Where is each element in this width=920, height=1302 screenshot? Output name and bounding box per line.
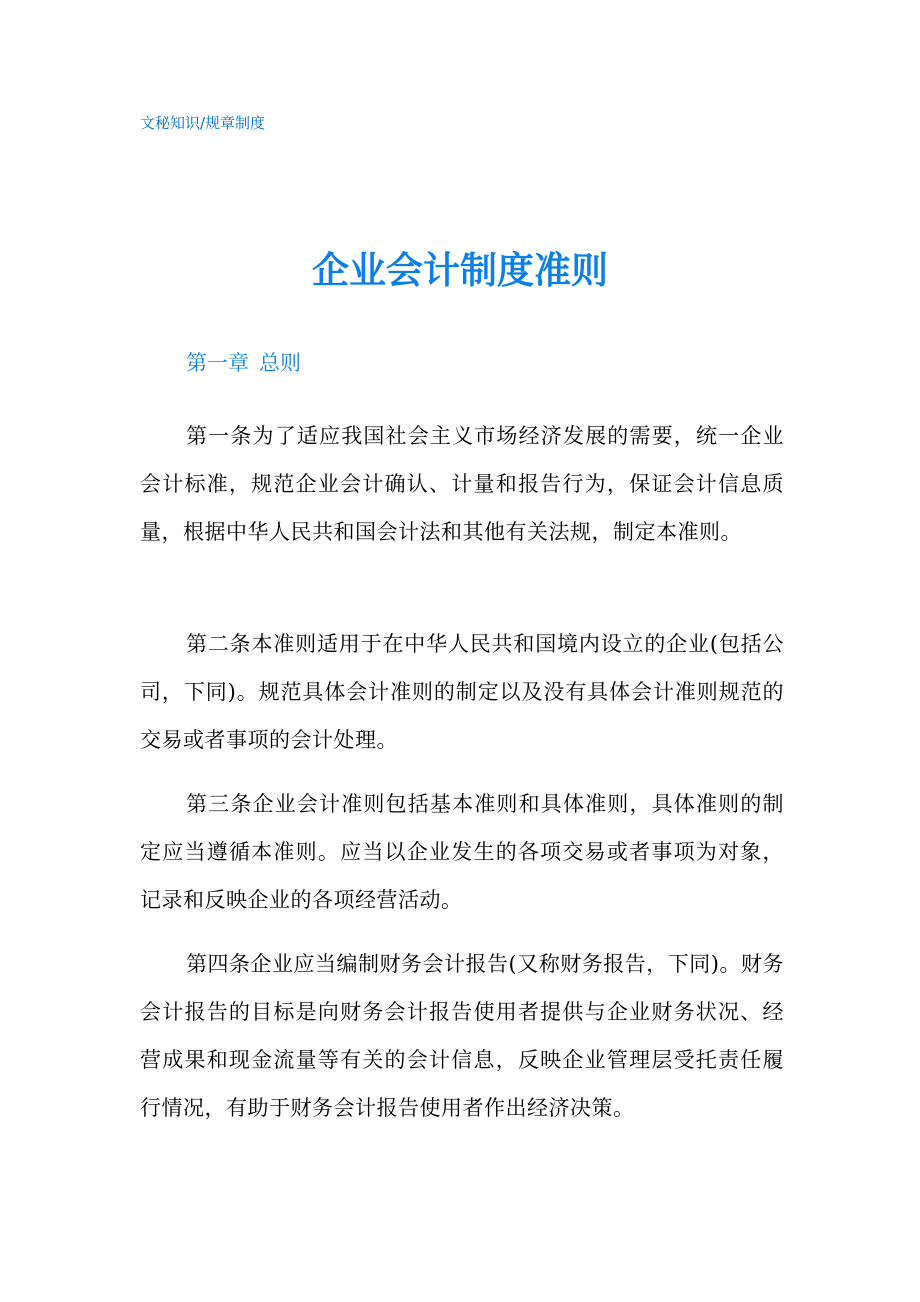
page-title: 企业会计制度准则 bbox=[312, 248, 608, 292]
chapter-heading bbox=[186, 348, 301, 378]
chapter-number: 第一章 bbox=[186, 351, 249, 375]
article-paragraph: 第一条为了适应我国社会主义市场经济发展的需要，统一企业会计标准，规范企业会计确认、计量和报告行为，保证会计信息质量，根据中华人民共和国会计法和其他有关法规，制定本准则。 bbox=[140, 424, 784, 544]
breadcrumb: 文秘知识/规章制度 bbox=[140, 114, 266, 132]
article-paragraph: 第三条企业会计准则包括基本准则和具体准则，具体准则的制定应当遵循本准则。应当以企业发生的各项交易或者事项为对象，记录和反映企业的各项经营活动。 bbox=[140, 792, 784, 912]
article-paragraph: 第二条本准则适用于在中华人民共和国境内设立的企业(包括公司，下同)。规范具体会计准则的制定以及没有具体会计准则规范的交易或者事项的会计处理。 bbox=[140, 632, 784, 752]
article-paragraph: 第四条企业应当编制财务会计报告(又称财务报告，下同)。财务会计报告的目标是向财务会计报告使用者提供与企业财务状况、经营成果和现金流量等有关的会计信息，反映企业管理层受托责任履行情况，有助于财务会计报告使用者作出经济决策。 bbox=[140, 952, 784, 1120]
chapter-name: 总则 bbox=[259, 351, 301, 375]
